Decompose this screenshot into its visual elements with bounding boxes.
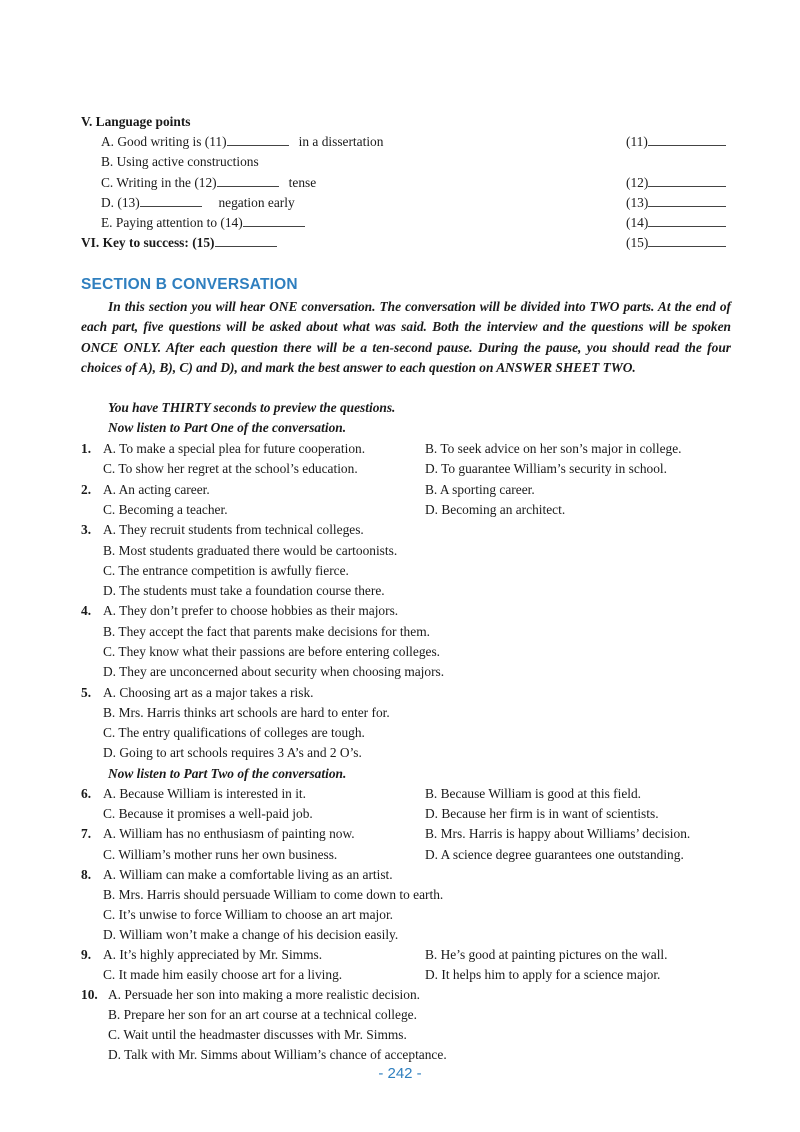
question-number: 7. [81,826,92,841]
blank-11[interactable] [227,133,289,146]
outline-item-a-post: in a dissertation [298,134,384,149]
option-a[interactable]: A. Choosing art as a major takes a risk. [103,685,314,700]
option-c[interactable]: C. Wait until the headmaster discusses with Mr. Simms. [108,1027,407,1042]
option-b[interactable]: B. They accept the fact that parents make decisions for them. [103,624,430,639]
question-5-row-1 [81,684,313,702]
option-c[interactable]: C. They know what their passions are before entering colleges. [103,644,441,659]
option-d[interactable]: D. William won’t make a change of his decision easily. [103,927,399,942]
option-d[interactable]: D. The students must take a foundation course there. [103,583,385,598]
option-a[interactable]: A. An acting career. [103,482,210,497]
option-c[interactable]: C. The entrance competition is awfully fierce. [103,563,349,578]
option-b[interactable]: B. Mrs. Harris thinks art schools are hard to enter for. [103,705,390,720]
section-vi-title-text: VI. Key to success: (15) [81,235,215,250]
question-number: 4. [81,603,92,618]
question-2-row-1 [81,481,210,499]
blank-13[interactable] [140,194,202,207]
answer-blank-14[interactable] [648,214,726,227]
answer-line-15 [626,234,726,252]
option-c[interactable]: C. Because it promises a well-paid job. [103,806,313,821]
outline-item-d [101,194,295,212]
answer-blank-11[interactable] [648,133,726,146]
section-vi-title [81,234,277,252]
section-instructions: In this section you will hear ONE conversation. The conversation will be divided into TWO parts. At the end of each part, five questions will be asked about what was said. Both the interview and the questions will be spoken ONCE ONLY. After each question there will be a ten-second pause. During the pause, you should read the four choices of A), B), C) and D), and mark the best answer to each question on ANSWER SHEET TWO. [81,299,731,376]
part-one-note: Now listen to Part One of the conversation. [108,420,347,435]
option-a[interactable]: A. William has no enthusiasm of painting now. [103,826,355,841]
option-b[interactable]: B. Prepare her son for an art course at a technical college. [108,1007,417,1022]
question-number: 8. [81,867,92,882]
option-a[interactable]: A. They recruit students from technical colleges. [103,522,364,537]
option-c[interactable]: C. Becoming a teacher. [103,502,228,517]
outline-item-b: B. Using active constructions [101,154,259,169]
option-d[interactable]: D. A science degree guarantees one outstanding. [425,847,684,862]
answer-blank-12[interactable] [648,174,726,187]
option-a[interactable]: A. They don’t prefer to choose hobbies as their majors. [103,603,399,618]
section-b-title: SECTION B CONVERSATION [81,276,298,293]
question-8-row-1 [81,866,393,884]
outline-item-c [101,174,316,192]
option-b[interactable]: B. To seek advice on her son’s major in college. [425,441,682,456]
preview-note: You have THIRTY seconds to preview the questions. [108,400,396,415]
option-a[interactable]: A. Because William is interested in it. [103,786,307,801]
outline-item-c-post: tense [288,175,317,190]
blank-14[interactable] [243,214,305,227]
option-c[interactable]: C. To show her regret at the school’s education. [103,461,358,476]
answer-line-11 [626,133,726,151]
question-1-row-1 [81,440,365,458]
answer-label-12: (12) [626,175,649,190]
option-d[interactable]: D. Because her firm is in want of scientists. [425,806,659,821]
option-d[interactable]: D. To guarantee William’s security in school. [425,461,667,476]
page-number: - 242 - [378,1065,422,1082]
option-b[interactable]: B. Mrs. Harris should persuade William to come down to earth. [103,887,444,902]
question-7-row-1 [81,825,355,843]
option-d[interactable]: D. Talk with Mr. Simms about William’s chance of acceptance. [108,1047,447,1062]
option-c[interactable]: C. It made him easily choose art for a living. [103,967,343,982]
answer-line-14 [626,214,726,232]
answer-label-13: (13) [626,195,649,210]
option-a[interactable]: A. It’s highly appreciated by Mr. Simms. [103,947,323,962]
option-c[interactable]: C. William’s mother runs her own business. [103,847,338,862]
option-d[interactable]: D. They are unconcerned about security when choosing majors. [103,664,445,679]
answer-label-15: (15) [626,235,649,250]
answer-blank-15[interactable] [648,234,726,247]
answer-line-13 [626,194,726,212]
section-v-title: V. Language points [81,114,191,129]
outline-item-e-text: E. Paying attention to (14) [101,215,243,230]
option-b[interactable]: B. Mrs. Harris is happy about Williams’ decision. [425,826,691,841]
question-number: 3. [81,522,92,537]
option-a[interactable]: A. William can make a comfortable living as an artist. [103,867,393,882]
option-b[interactable]: B. A sporting career. [425,482,535,497]
answer-blank-13[interactable] [648,194,726,207]
answer-label-11: (11) [626,134,648,149]
outline-item-c-text: C. Writing in the (12) [101,175,217,190]
question-number: 5. [81,685,92,700]
outline-item-d-post: negation early [218,195,295,210]
question-4-row-1 [81,602,398,620]
option-a[interactable]: A. To make a special plea for future cooperation. [103,441,366,456]
outline-item-d-text: D. (13) [101,195,140,210]
question-number: 1. [81,441,92,456]
question-3-row-1 [81,521,364,539]
question-number: 10. [81,987,98,1002]
option-b[interactable]: B. Most students graduated there would be cartoonists. [103,543,398,558]
option-b[interactable]: B. Because William is good at this field. [425,786,642,801]
outline-item-e [101,214,305,232]
option-a[interactable]: A. Persuade her son into making a more realistic decision. [108,987,420,1002]
answer-line-12 [626,174,726,192]
blank-15[interactable] [215,234,277,247]
question-6-row-1 [81,785,306,803]
answer-label-14: (14) [626,215,649,230]
option-d[interactable]: D. It helps him to apply for a science major. [425,967,661,982]
question-9-row-1 [81,946,322,964]
outline-item-a-text: A. Good writing is (11) [101,134,227,149]
option-c[interactable]: C. It’s unwise to force William to choose an art major. [103,907,394,922]
blank-12[interactable] [217,174,279,187]
option-d[interactable]: D. Going to art schools requires 3 A’s and 2 O’s. [103,745,362,760]
question-number: 9. [81,947,92,962]
part-two-note: Now listen to Part Two of the conversation. [108,766,347,781]
option-d[interactable]: D. Becoming an architect. [425,502,566,517]
question-number: 2. [81,482,92,497]
question-10-row-1 [81,986,420,1004]
option-c[interactable]: C. The entry qualifications of colleges are tough. [103,725,365,740]
option-b[interactable]: B. He’s good at painting pictures on the wall. [425,947,668,962]
question-number: 6. [81,786,92,801]
outline-item-a [101,133,383,151]
